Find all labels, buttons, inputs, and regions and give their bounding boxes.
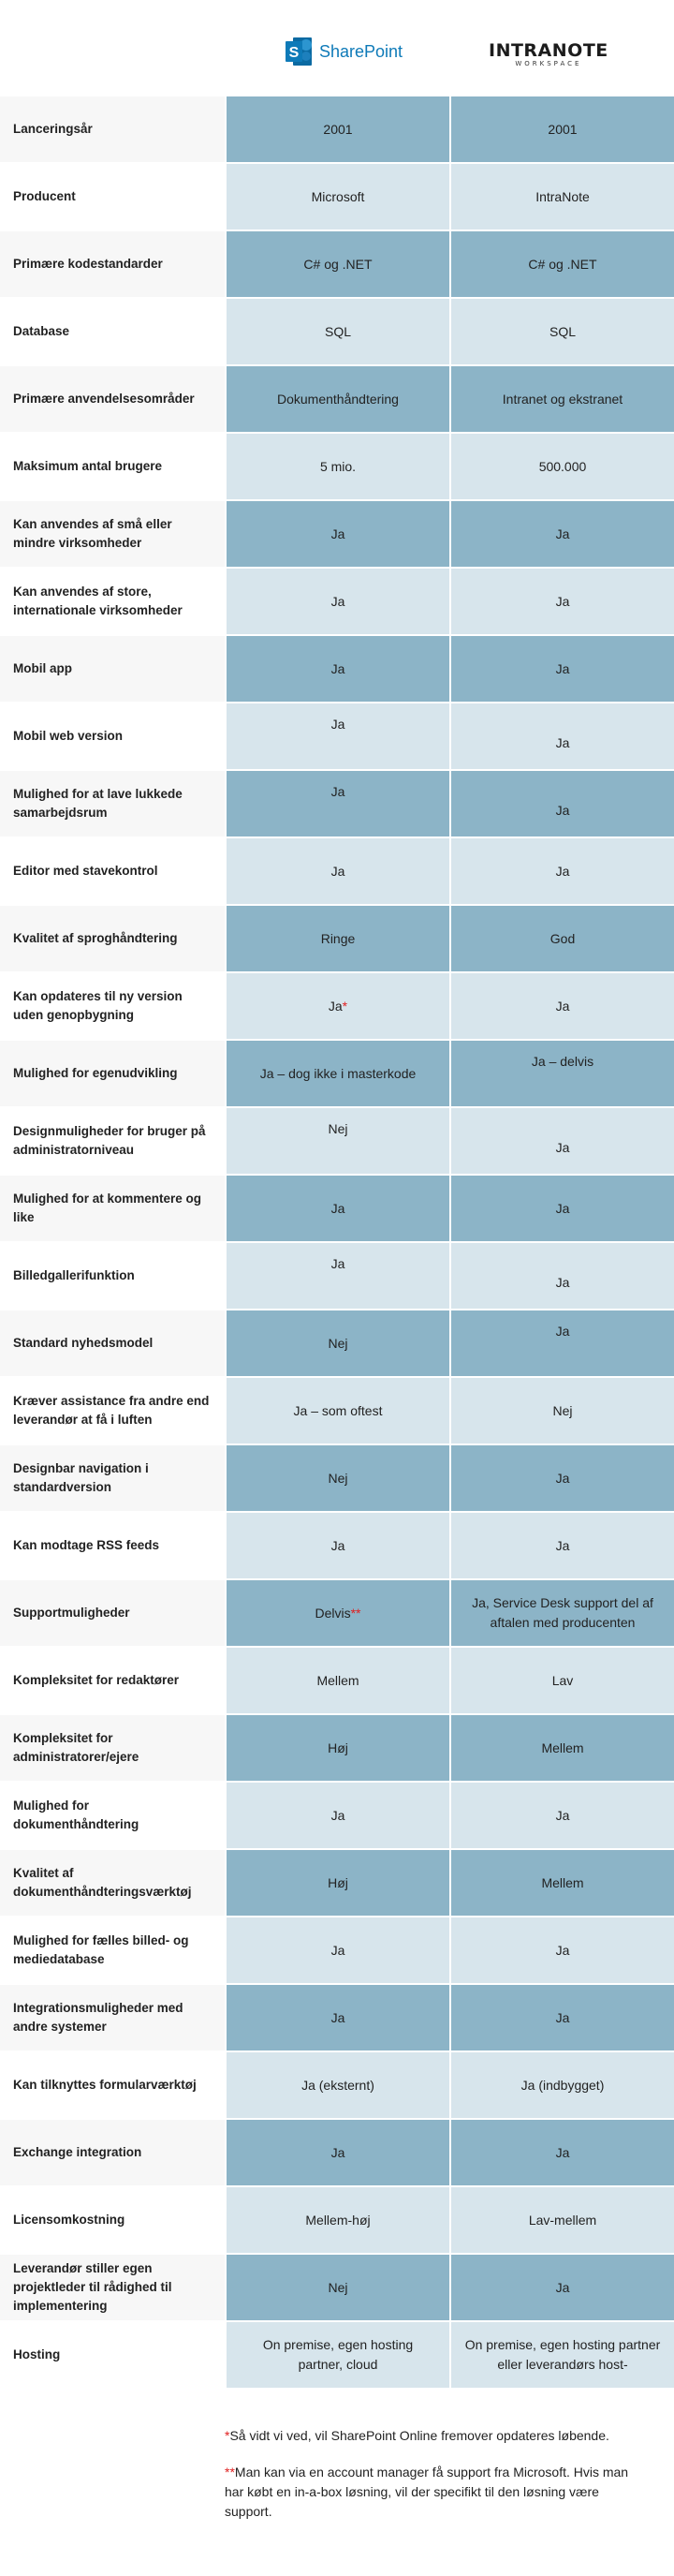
sharepoint-value-text: Ja <box>330 1200 345 1216</box>
row-label: Kan opdateres til ny version uden genopbygning <box>0 973 225 1039</box>
intranote-value: Nej <box>451 1378 674 1443</box>
footnote-marker: * <box>225 2428 230 2443</box>
intranote-value: Ja <box>451 1243 674 1309</box>
sharepoint-value <box>227 1041 449 1106</box>
sharepoint-value-text: Microsoft <box>311 188 365 204</box>
sharepoint-value <box>227 2120 449 2185</box>
sharepoint-logo-text: SharePoint <box>319 41 403 61</box>
sharepoint-value-text: Ja <box>330 593 345 609</box>
sharepoint-value-text: Nej <box>328 1470 348 1486</box>
sharepoint-value-text: Ja <box>328 998 343 1014</box>
sharepoint-value <box>227 434 449 499</box>
sharepoint-value <box>227 771 449 836</box>
intranote-value: Ja <box>451 1310 674 1376</box>
sharepoint-value <box>227 1243 449 1309</box>
sharepoint-icon-letter: S <box>288 45 300 61</box>
row-label: Kvalitet af dokumenthåndteringsværktøj <box>0 1850 225 1916</box>
sharepoint-value-text: SQL <box>324 323 351 339</box>
table-row <box>0 501 674 567</box>
sharepoint-value <box>227 1513 449 1578</box>
intranote-value: Ja <box>451 2255 674 2320</box>
sharepoint-value <box>227 299 449 364</box>
intranote-logo-main: INTRANOTE <box>489 40 608 61</box>
row-label: Integrationsmuligheder med andre systemer <box>0 1985 225 2050</box>
intranote-logo <box>489 41 608 68</box>
sharepoint-value-text: Høj <box>328 1740 348 1755</box>
sharepoint-value <box>227 2255 449 2320</box>
footnote-marker: ** <box>225 2465 235 2480</box>
table-row <box>0 569 674 634</box>
sharepoint-value-text: Ja <box>330 1256 345 1271</box>
row-label: Licensomkostning <box>0 2187 225 2253</box>
table-row <box>0 1378 674 1443</box>
table-row <box>0 1580 674 1646</box>
row-label: Billedgallerifunktion <box>0 1243 225 1309</box>
table-row <box>0 1243 674 1309</box>
sharepoint-value <box>227 501 449 567</box>
table-row <box>0 2052 674 2118</box>
sharepoint-value <box>227 366 449 432</box>
table-row <box>0 1445 674 1511</box>
table-row <box>0 164 674 229</box>
sharepoint-value <box>227 2052 449 2118</box>
row-label: Kan modtage RSS feeds <box>0 1513 225 1578</box>
row-label: Designmuligheder for bruger på administratorniveau <box>0 1108 225 1174</box>
sharepoint-icon <box>286 36 314 67</box>
table-row <box>0 1917 674 1983</box>
row-label: Kan anvendes af store, internationale virksomheder <box>0 569 225 634</box>
row-label: Lanceringsår <box>0 96 225 162</box>
table-row <box>0 973 674 1039</box>
table-row <box>0 2120 674 2185</box>
sharepoint-value-text: Ja (eksternt) <box>301 2077 374 2093</box>
row-label: Designbar navigation i standardversion <box>0 1445 225 1511</box>
row-label: Kompleksitet for redaktører <box>0 1648 225 1713</box>
sharepoint-value-text: Ja <box>330 784 345 799</box>
footnote <box>225 2463 637 2522</box>
intranote-value: Ja <box>451 1985 674 2050</box>
table-row <box>0 1715 674 1781</box>
intranote-value: Ja <box>451 1513 674 1578</box>
row-label: Mulighed for fælles billed- og mediedatabase <box>0 1917 225 1983</box>
intranote-value: Lav-mellem <box>451 2187 674 2253</box>
row-label: Standard nyhedsmodel <box>0 1310 225 1376</box>
sharepoint-value-text: Høj <box>328 1874 348 1890</box>
table-row <box>0 434 674 499</box>
intranote-value: Ja <box>451 1783 674 1848</box>
sharepoint-value-text: Nej <box>328 1335 348 1351</box>
sharepoint-value-text: 2001 <box>323 121 353 137</box>
table-row <box>0 703 674 769</box>
intranote-value: Ja <box>451 973 674 1039</box>
footnote-marker: ** <box>350 1605 361 1621</box>
intranote-value: Ja <box>451 2120 674 2185</box>
sharepoint-value <box>227 96 449 162</box>
table-row <box>0 1648 674 1713</box>
row-label: Supportmuligheder <box>0 1580 225 1646</box>
sharepoint-value <box>227 569 449 634</box>
row-label: Mulighed for at lave lukkede samarbejdsrum <box>0 771 225 836</box>
intranote-value: C# og .NET <box>451 231 674 297</box>
sharepoint-value-text: 5 mio. <box>319 458 357 474</box>
intranote-value: God <box>451 906 674 971</box>
sharepoint-value <box>227 1850 449 1916</box>
sharepoint-value-text: Ja <box>330 1807 345 1823</box>
table-row <box>0 1176 674 1241</box>
table-row <box>0 1041 674 1106</box>
comparison-table <box>0 96 674 2390</box>
table-row <box>0 1310 674 1376</box>
sharepoint-value <box>227 2187 449 2253</box>
table-row <box>0 2255 674 2320</box>
footnotes <box>225 2426 637 2539</box>
sharepoint-value <box>227 164 449 229</box>
row-label: Producent <box>0 164 225 229</box>
sharepoint-value <box>227 1310 449 1376</box>
sharepoint-value <box>227 906 449 971</box>
row-label: Mobil web version <box>0 703 225 769</box>
table-row <box>0 1513 674 1578</box>
sharepoint-value-text: C# og .NET <box>303 256 373 272</box>
table-row <box>0 1850 674 1916</box>
table-row <box>0 1985 674 2050</box>
sharepoint-value-text: Mellem-høj <box>305 2212 371 2228</box>
sharepoint-value <box>227 231 449 297</box>
sharepoint-value-text: Dokumenthåndtering <box>277 391 399 407</box>
sharepoint-value <box>227 703 449 769</box>
intranote-value: SQL <box>451 299 674 364</box>
intranote-value: Mellem <box>451 1850 674 1916</box>
row-label: Database <box>0 299 225 364</box>
sharepoint-value-text: Ja <box>330 526 345 541</box>
row-label: Kræver assistance fra andre end leverandør at få i luften <box>0 1378 225 1443</box>
intranote-value: Ja <box>451 636 674 702</box>
table-row <box>0 299 674 364</box>
row-label: Primære kodestandarder <box>0 231 225 297</box>
table-row <box>0 2322 674 2388</box>
sharepoint-value <box>227 636 449 702</box>
row-label: Editor med stavekontrol <box>0 838 225 904</box>
sharepoint-value <box>227 1108 449 1174</box>
intranote-value: Ja <box>451 569 674 634</box>
sharepoint-value <box>227 1445 449 1511</box>
footnote <box>225 2426 637 2446</box>
sharepoint-value-text: Ja <box>330 1942 345 1958</box>
table-row <box>0 838 674 904</box>
intranote-value: Ja <box>451 838 674 904</box>
intranote-value: 500.000 <box>451 434 674 499</box>
row-label: Maksimum antal brugere <box>0 434 225 499</box>
row-label: Exchange integration <box>0 2120 225 2185</box>
sharepoint-value-text: Ja <box>330 660 345 676</box>
sharepoint-value-text: Ja <box>330 2144 345 2160</box>
intranote-value: 2001 <box>451 96 674 162</box>
intranote-value: Ja <box>451 1108 674 1174</box>
intranote-value: Ja <box>451 501 674 567</box>
sharepoint-value <box>227 1917 449 1983</box>
table-row <box>0 1108 674 1174</box>
sharepoint-value-text: Delvis <box>315 1605 351 1621</box>
row-label: Mulighed for at kommentere og like <box>0 1176 225 1241</box>
sharepoint-value-text: Nej <box>328 1121 348 1136</box>
sharepoint-value <box>227 1648 449 1713</box>
row-label: Mulighed for dokumenthåndtering <box>0 1783 225 1848</box>
table-row <box>0 2187 674 2253</box>
intranote-value: Ja, Service Desk support del af aftalen med producenten <box>451 1580 674 1646</box>
sharepoint-value-text: Ja <box>330 1537 345 1553</box>
table-row <box>0 771 674 836</box>
footnote-marker: * <box>342 998 348 1014</box>
row-label: Kompleksitet for administratorer/ejere <box>0 1715 225 1781</box>
intranote-value: IntraNote <box>451 164 674 229</box>
sharepoint-value-text: Ja – dog ikke i masterkode <box>259 1065 417 1081</box>
footnote-text: Så vidt vi ved, vil SharePoint Online fremover opdateres løbende. <box>229 2428 609 2443</box>
footnote-text: Man kan via en account manager få support fra Microsoft. Hvis man har købt en in-a-box løsning, vil der specifikt til den løsning være support. <box>225 2465 629 2519</box>
sharepoint-value <box>227 1580 449 1646</box>
sharepoint-value <box>227 1176 449 1241</box>
intranote-value: On premise, egen hosting partner eller leverandørs host- <box>451 2322 674 2388</box>
sharepoint-logo <box>286 36 403 67</box>
intranote-logo-sub: WORKSPACE <box>515 60 582 67</box>
sharepoint-value <box>227 1378 449 1443</box>
sharepoint-value <box>227 838 449 904</box>
sharepoint-value-text: Ja <box>330 717 345 732</box>
sharepoint-value <box>227 973 449 1039</box>
row-label: Kan anvendes af små eller mindre virksomheder <box>0 501 225 567</box>
sharepoint-value-text: Ja – som oftest <box>293 1402 383 1418</box>
sharepoint-value-text: Ja <box>330 863 345 879</box>
intranote-value: Ja <box>451 1176 674 1241</box>
row-label: Leverandør stiller egen projektleder til rådighed til implementering <box>0 2255 225 2320</box>
row-label: Kvalitet af sproghåndtering <box>0 906 225 971</box>
intranote-value: Ja <box>451 771 674 836</box>
intranote-value: Intranet og ekstranet <box>451 366 674 432</box>
row-label: Hosting <box>0 2322 225 2388</box>
sharepoint-value-text: On premise, egen hosting partner, cloud <box>262 2337 414 2372</box>
sharepoint-value-text: Mellem <box>316 1672 359 1688</box>
sharepoint-value <box>227 1715 449 1781</box>
table-row <box>0 231 674 297</box>
intranote-value: Ja <box>451 703 674 769</box>
table-row <box>0 636 674 702</box>
intranote-value: Ja <box>451 1445 674 1511</box>
row-label: Kan tilknyttes formularværktøj <box>0 2052 225 2118</box>
sharepoint-value <box>227 1783 449 1848</box>
table-row <box>0 96 674 162</box>
table-row <box>0 1783 674 1848</box>
table-row <box>0 906 674 971</box>
intranote-value: Ja <box>451 1917 674 1983</box>
sharepoint-value <box>227 1985 449 2050</box>
intranote-value: Ja – delvis <box>451 1041 674 1106</box>
sharepoint-value-text: Ja <box>330 2009 345 2025</box>
sharepoint-value <box>227 2322 449 2388</box>
row-label: Primære anvendelsesområder <box>0 366 225 432</box>
header <box>0 0 674 96</box>
table-row <box>0 366 674 432</box>
intranote-value: Mellem <box>451 1715 674 1781</box>
intranote-value: Lav <box>451 1648 674 1713</box>
sharepoint-value-text: Ringe <box>320 930 356 946</box>
row-label: Mobil app <box>0 636 225 702</box>
row-label: Mulighed for egenudvikling <box>0 1041 225 1106</box>
sharepoint-value-text: Nej <box>328 2279 348 2295</box>
intranote-value: Ja (indbygget) <box>451 2052 674 2118</box>
